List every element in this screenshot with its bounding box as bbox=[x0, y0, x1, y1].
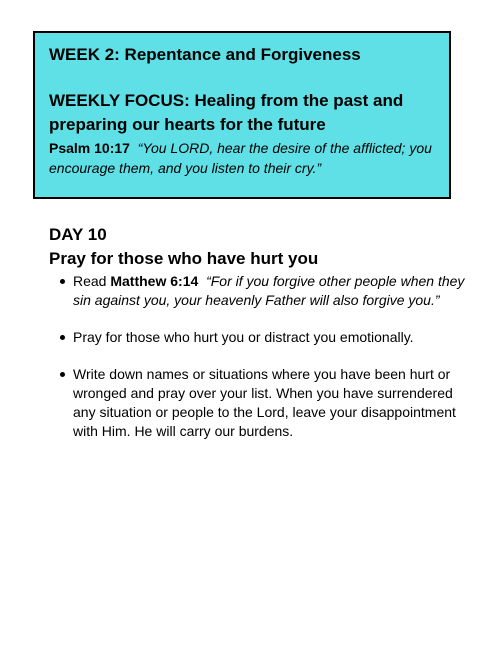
item-text: Pray for those who hurt you or distract you emotionally. bbox=[73, 329, 414, 345]
prayer-list bbox=[49, 272, 469, 441]
psalm-quote: “You LORD, hear the desire of the afflicted; you encourage them, and you listen to their cry.” bbox=[49, 140, 432, 176]
list-item bbox=[49, 365, 469, 441]
psalm-verse bbox=[49, 138, 439, 178]
psalm-reference: Psalm 10:17 bbox=[49, 140, 130, 156]
week-title: WEEK 2: Repentance and Forgiveness bbox=[49, 45, 361, 64]
weekly-focus-title: WEEKLY FOCUS: Healing from the past and preparing our hearts for the future bbox=[49, 91, 404, 134]
list-item bbox=[49, 272, 469, 310]
day-subtitle: Pray for those who have hurt you bbox=[49, 249, 319, 268]
day-title: DAY 10 bbox=[49, 225, 107, 244]
weekly-focus-box bbox=[33, 31, 451, 199]
scripture-quote: “For if you forgive other people when they sin against you, your heavenly Father will also forgive you.” bbox=[73, 273, 465, 308]
list-item bbox=[49, 328, 469, 347]
bullet-icon bbox=[60, 372, 65, 377]
item-prefix: Read bbox=[73, 273, 111, 289]
scripture-reference: Matthew 6:14 bbox=[110, 273, 199, 289]
day-section bbox=[49, 224, 469, 459]
bullet-icon bbox=[60, 279, 65, 284]
bullet-icon bbox=[60, 335, 65, 340]
item-text: Write down names or situations where you have been hurt or wronged and pray over your list. When you have surrendered any situation or people to the Lord, leave your disappointment with Him. He will carry our burdens. bbox=[73, 366, 456, 439]
